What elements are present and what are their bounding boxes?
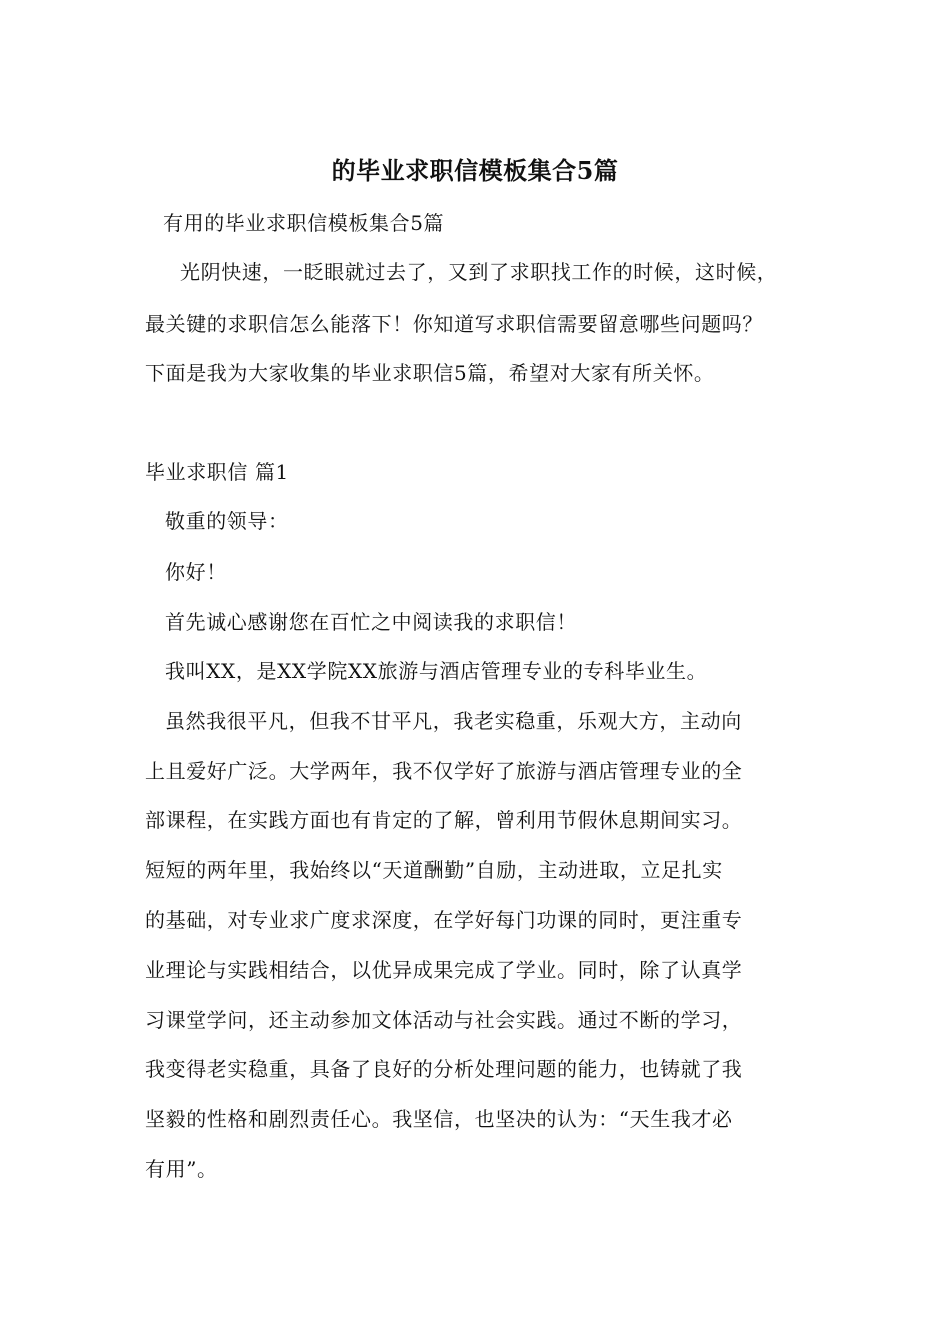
body-line: 我变得老实稳重，具备了良好的分析处理问题的能力，也铸就了我 <box>145 1057 743 1081</box>
body-line: 短短的两年里，我始终以“天道酬勤”自励，主动进取，立足扎实 <box>145 858 723 882</box>
greeting: 你好！ <box>165 560 227 584</box>
section-heading: 毕业求职信 篇1 <box>145 460 289 484</box>
body-line: 有用”。 <box>145 1157 218 1181</box>
body-line: 部课程，在实践方面也有肯定的了解，曾利用节假休息期间实习。 <box>145 808 743 832</box>
body-line: 的基础，对专业求广度求深度，在学好每门功课的同时，更注重专 <box>145 908 743 932</box>
document-subtitle: 有用的毕业求职信模板集合5篇 <box>163 211 445 235</box>
document-title: 的毕业求职信模板集合5篇 <box>331 156 619 185</box>
intro-line: 下面是我为大家收集的毕业求职信5篇，希望对大家有所关怀。 <box>145 361 715 385</box>
body-line: 上且爱好广泛。大学两年，我不仅学好了旅游与酒店管理专业的全 <box>145 759 743 783</box>
thanks-line: 首先诚心感谢您在百忙之中阅读我的求职信！ <box>165 610 577 634</box>
body-line: 业理论与实践相结合，以优异成果完成了学业。同时，除了认真学 <box>145 958 743 982</box>
salutation: 敬重的领导： <box>165 509 289 533</box>
body-line: 虽然我很平凡，但我不甘平凡，我老实稳重，乐观大方，主动向 <box>165 709 742 733</box>
self-intro-line: 我叫XX，是XX学院XX旅游与酒店管理专业的专科毕业生。 <box>165 659 708 683</box>
body-line: 坚毅的性格和剧烈责任心。我坚信，也坚决的认为：“天生我才必 <box>145 1107 733 1131</box>
intro-line: 最关键的求职信怎么能落下！你知道写求职信需要留意哪些问题吗？ <box>145 312 763 336</box>
intro-line: 光阴快速，一眨眼就过去了，又到了求职找工作的时候，这时候， <box>180 260 778 284</box>
body-line: 习课堂学问，还主动参加文体活动与社会实践。通过不断的学习， <box>145 1008 743 1032</box>
